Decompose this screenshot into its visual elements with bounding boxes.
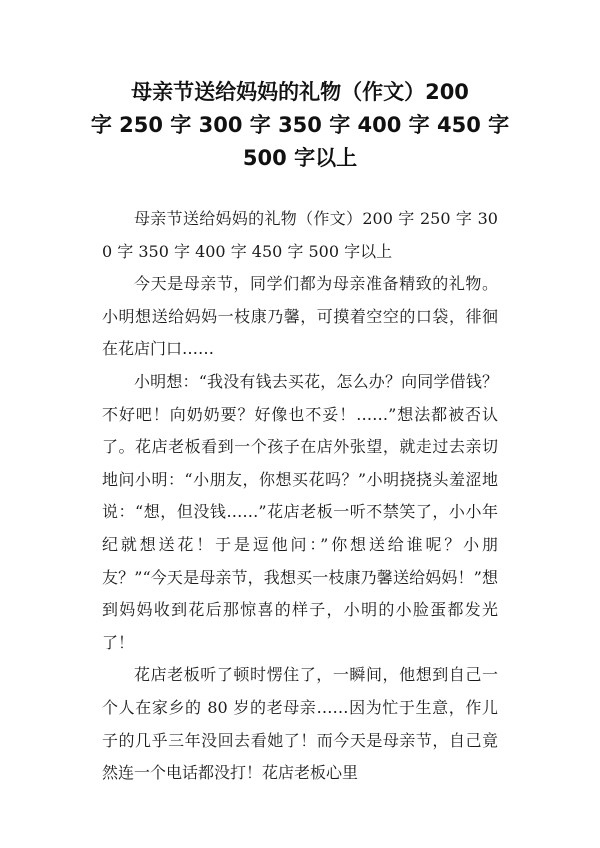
paragraph-2: 今天是母亲节，同学们都为母亲准备精致的礼物。小明想送给妈妈一枝康乃馨，可摸着空空的口袋，徘徊在花店门口…… <box>102 274 498 359</box>
paragraph-3: 小明想：“我没有钱去买花，怎么办？向同学借钱？不好吧！向奶奶要？好像也不妥！……”想法都被否认了。花店老板看到一个孩子在店外张望，就走过去亲切地问小明：“小朋友，你想买花吗？”小明挠挠头羞涩地说：“想，但没钱……”花店老板一听不禁笑了，小小年纪就想送花！于是逗他问：”你想送给谁呢？小朋友？”“今天是母亲节，我想买一枝康乃馨送给妈妈！”想到妈妈收到花后那惊喜的样子，小明的小脸蛋都发光了！ <box>102 371 498 652</box>
title-line-1: 母亲节送给妈妈的礼物（作文）200 <box>131 80 469 104</box>
title-line-3: 500 字以上 <box>242 146 358 170</box>
title-line-2: 字 250 字 300 字 350 字 400 字 450 字 <box>90 113 510 137</box>
paragraph-1: 母亲节送给妈妈的礼物（作文）200 字 250 字 300 字 350 字 400 字 450 字 500 字以上 <box>102 209 498 261</box>
document-title <box>90 76 510 175</box>
document-body <box>102 203 498 790</box>
paragraph-4: 花店老板听了顿时愣住了，一瞬间，他想到自己一个人在家乡的 80 岁的老母亲……因为忙于生意，作儿子的几乎三年没回去看她了！而今天是母亲节，自己竟然连一个电话都没打！花店老板心里 <box>102 665 498 783</box>
